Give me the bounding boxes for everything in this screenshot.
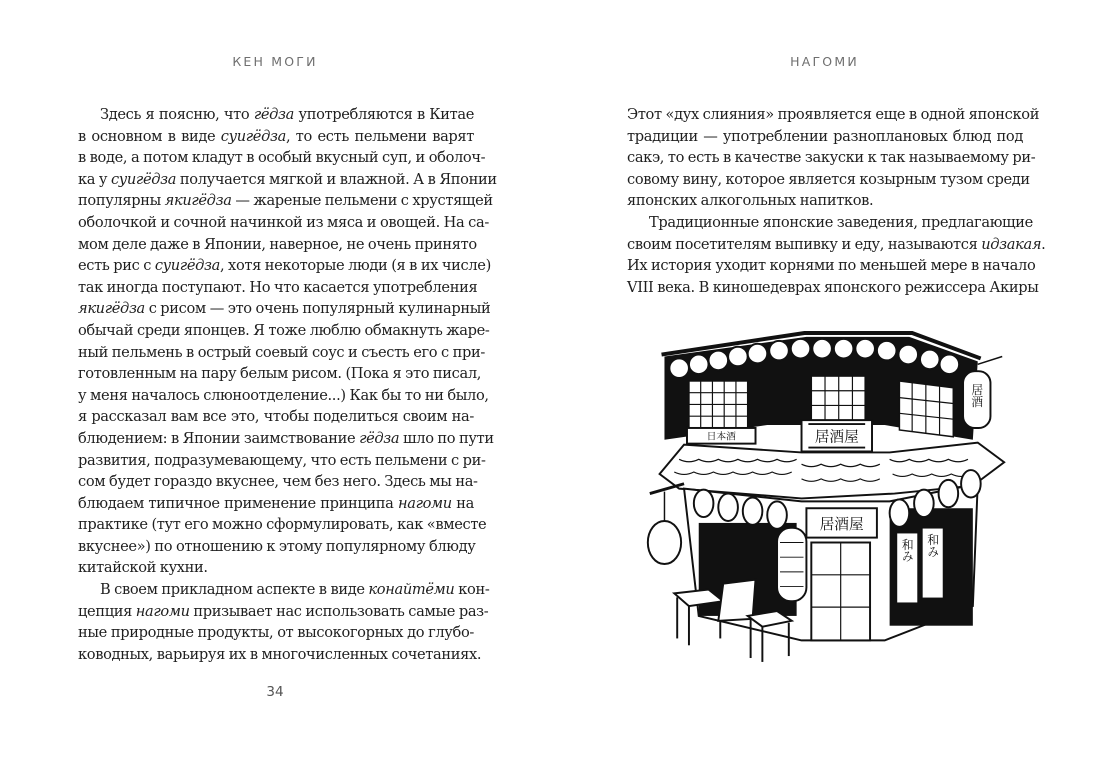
text-line: VIII века. В киношедеврах японского режиссера Акиры: [627, 278, 1039, 296]
noren-nagomi-2: 和み: [925, 533, 940, 558]
text-line: блюдаем типичное применение принципа нагоми на: [78, 494, 474, 512]
text-line: оболочкой и сочной начинкой из мяса и овощей. На са-: [78, 213, 489, 231]
running-head-title: НАГОМИ: [790, 54, 859, 69]
text-line: Этот «дух слияния» проявляется еще в одной японской: [627, 106, 1040, 123]
page-number: 34: [266, 684, 284, 700]
sign-izakaya-banner: 居酒屋: [819, 515, 864, 533]
text-line: ные природные продукты, от высокогорных до глубо-: [78, 624, 474, 642]
left-body-text: [78, 104, 497, 665]
text-line: развития, подразумевающему, что есть пельмени с ри-: [78, 451, 486, 469]
text-line: вкуснее») по отношению к этому популярному блюду: [78, 537, 476, 555]
text-line: практике (тут его можно сформулировать, как «вместе: [78, 516, 487, 534]
noren-nagomi-1: 和み: [900, 538, 915, 563]
text-line: популярны якигёдза — жареные пельмени с хрустящей: [78, 192, 493, 210]
text-line: цепция нагоми призывает нас использовать самые раз-: [78, 602, 489, 620]
sign-nihonshu: 日本酒: [706, 431, 736, 443]
text-line: сакэ, то есть в качестве закуски к так называемому ри-: [627, 149, 1036, 167]
text-line: В своем прикладном аспекте в виде конайтёми кон-: [100, 581, 490, 599]
text-line: блюдением: в Японии заимствование гёдза шло по пути: [78, 429, 494, 447]
izakaya-illustration: [640, 326, 1012, 666]
text-line: обычай среди японцев. Я тоже люблю обмакнуть жаре-: [78, 321, 490, 339]
text-line: ка у суигёдза получается мягкой и влажной. А в Японии: [78, 170, 497, 188]
text-line: мом деле даже в Японии, наверное, не очень принято: [78, 235, 477, 253]
text-line: готовленным на пару белым рисом. (Пока я это писал,: [78, 365, 482, 383]
text-line: совому вину, которое является козырным тузом среди: [627, 170, 1030, 188]
sign-izakaya-upper: 居酒屋: [814, 428, 859, 446]
lantern-izakaya: 居酒: [969, 383, 984, 408]
text-line: в основном в виде суигёдза, то есть пельмени варят: [78, 127, 474, 145]
izakaya-building-drawing: [640, 326, 1012, 666]
text-line: ководных, варьируя их в многочисленных сочетаниях.: [78, 645, 482, 663]
text-line: так иногда поступают. Но что касается употребления: [78, 278, 478, 296]
text-line: в воде, а потом кладут в особый вкусный суп, и оболоч-: [78, 149, 486, 167]
right-page: [550, 0, 1100, 762]
text-line: традиции — употреблении разноплановых блюд под: [627, 127, 1023, 145]
right-body-text: [627, 104, 1046, 298]
text-line: японских алкогольных напитков.: [627, 192, 874, 210]
text-line: своим посетителям выпивку и еду, называются идзакая.: [627, 235, 1046, 253]
text-line: Их история уходит корнями по меньшей мере в начало: [627, 257, 1036, 275]
text-line: у меня началось слюноотделение...) Как бы то ни было,: [78, 386, 489, 404]
text-line: сом будет гораздо вкуснее, чем без него. Здесь мы на-: [78, 473, 478, 491]
running-head-author: КЕН МОГИ: [232, 54, 318, 69]
text-line: Здесь я поясню, что гёдза употребляются в Китае: [100, 106, 474, 123]
text-line: Традиционные японские заведения, предлагающие: [649, 213, 1033, 231]
text-line: якигёдза с рисом — это очень популярный кулинарный: [78, 300, 491, 318]
text-line: ный пельмень в острый соевый соус и съесть его с при-: [78, 343, 485, 361]
text-line: я рассказал вам все это, чтобы поделиться своим на-: [78, 408, 474, 426]
text-line: китайской кухни.: [78, 559, 208, 577]
text-line: есть рис с суигёдза, хотя некоторые люди (я в их числе): [78, 257, 491, 275]
